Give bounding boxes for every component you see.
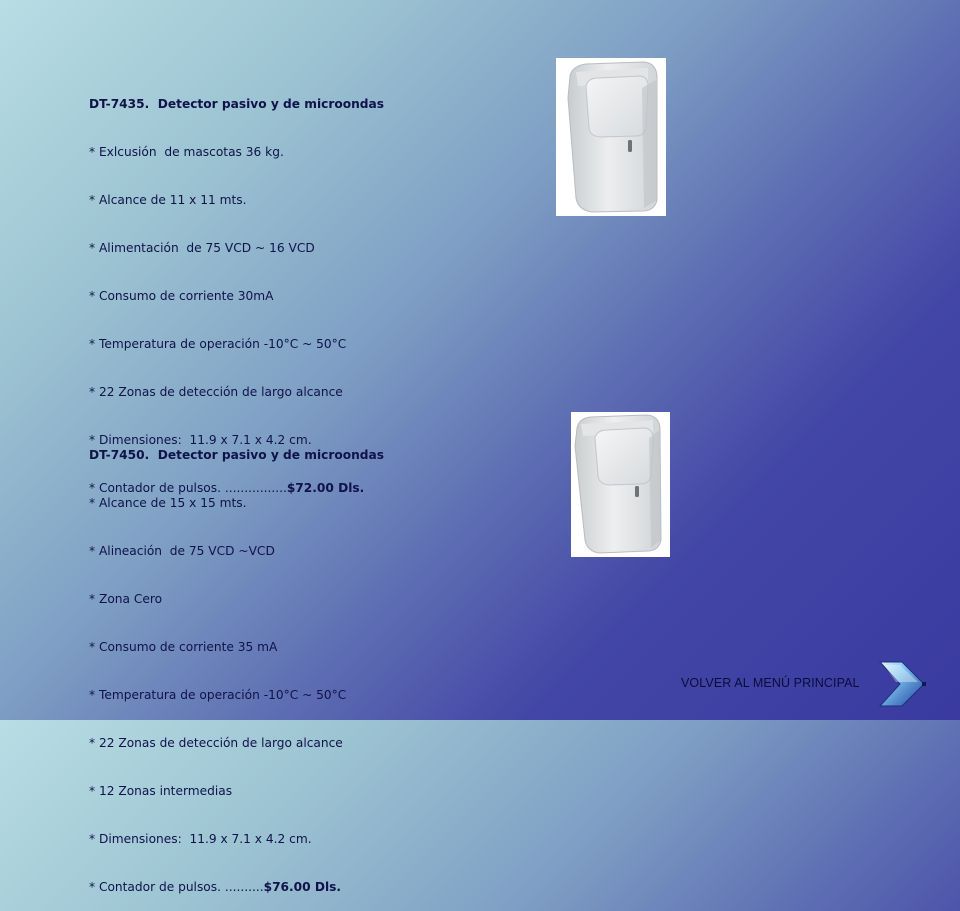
spec-line: * Zona Cero [89, 592, 163, 606]
product-title: DT-7450. Detector pasivo y de microondas [89, 448, 384, 462]
spec-line: * Alcance de 11 x 11 mts. [89, 193, 247, 207]
spec-line: * 12 Zonas intermedias [89, 784, 233, 798]
motion-detector-illustration [571, 412, 670, 557]
price-line [89, 879, 384, 895]
spec-line: * Alcance de 15 x 15 mts. [89, 496, 247, 510]
spec-line: * Alineación de 75 VCD ~VCD [89, 544, 275, 558]
next-arrow-button[interactable] [876, 660, 928, 708]
spec-line: * Alimentación de 75 VCD ~ 16 VCD [89, 241, 315, 255]
spec-line: * Dimensiones: 11.9 x 7.1 x 4.2 cm. [89, 832, 312, 846]
price-value: $72.00 Dls. [286, 481, 365, 495]
spec-line: * Consumo de corriente 30mA [89, 289, 274, 303]
spec-line: * Dimensiones: 11.9 x 7.1 x 4.2 cm. [89, 433, 312, 447]
product-title: DT-7435. Detector pasivo y de microondas [89, 97, 384, 111]
spec-line: * 22 Zonas de detección de largo alcance [89, 385, 343, 399]
spec-line: * Consumo de corriente 35 mA [89, 640, 278, 654]
spec-line: * Temperatura de operación -10°C ~ 50°C [89, 337, 347, 351]
back-to-main-menu-link[interactable]: VOLVER AL MENÚ PRINCIPAL [681, 676, 860, 690]
motion-detector-image [571, 412, 670, 557]
price-label: * Contador de pulsos. ................ [89, 481, 287, 495]
product-dt-7450 [89, 415, 384, 911]
motion-detector-image [556, 58, 666, 216]
price-value: $76.00 Dls. [263, 880, 342, 894]
spec-line: * 22 Zonas de detección de largo alcance [89, 736, 343, 750]
motion-detector-illustration [556, 58, 666, 216]
price-label: * Contador de pulsos. .......... [89, 880, 264, 894]
chevron-right-icon [876, 660, 928, 708]
spec-line: * Exlcusión de mascotas 36 kg. [89, 145, 284, 159]
spec-line: * Temperatura de operación -10°C ~ 50°C [89, 688, 347, 702]
